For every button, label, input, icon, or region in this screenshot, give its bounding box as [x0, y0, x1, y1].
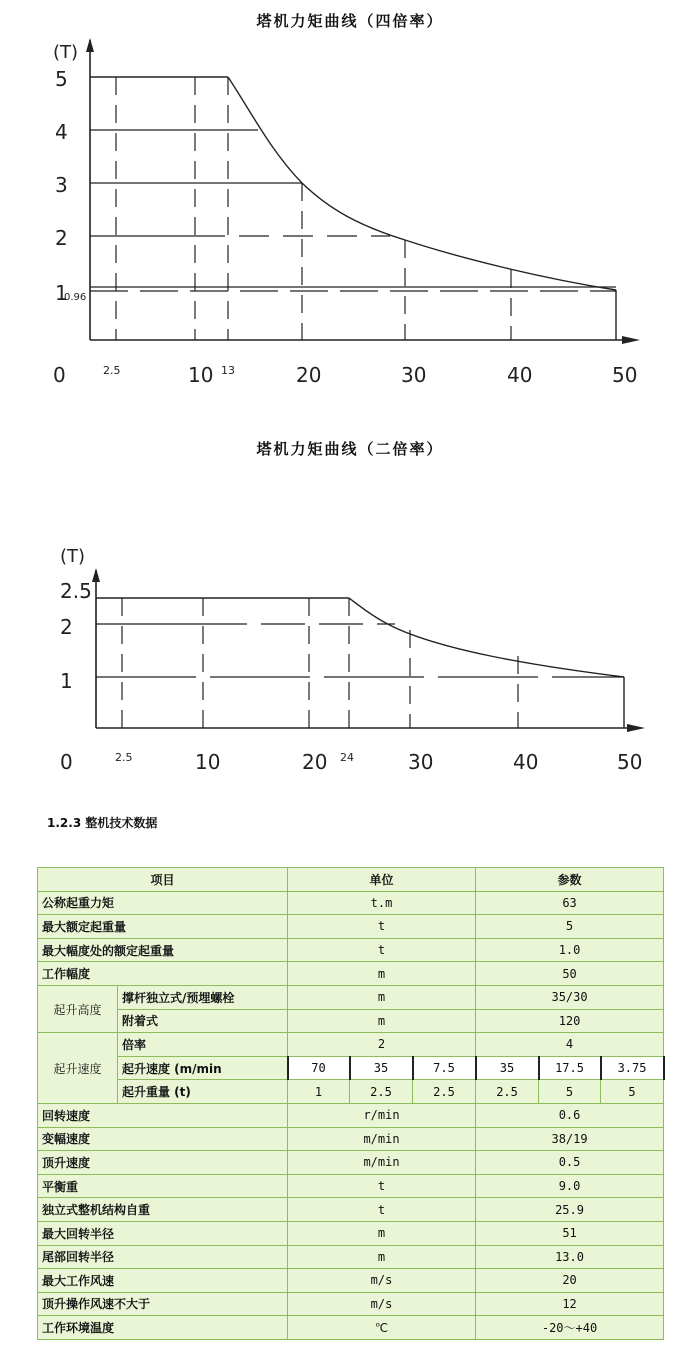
table-row: [38, 985, 664, 1009]
row-unit: m/min: [288, 1151, 476, 1175]
row-label: 公称起重力矩: [38, 891, 288, 915]
row-value: 0.6: [476, 1103, 664, 1127]
spec-table: [37, 867, 665, 1340]
row-sublabel: 撑杆独立式/预埋螺栓: [118, 985, 288, 1009]
chart1-ytick-extra: 0.96: [64, 292, 87, 303]
section-heading: 1.2.3 整机技术数据: [47, 816, 158, 830]
chart1-xtick: 50: [612, 363, 638, 387]
chart2-xtick: 30: [408, 750, 434, 774]
chart1-moment-curve-4x: [0, 30, 700, 430]
chart1-ytick: 5: [55, 67, 68, 91]
table-row: [38, 1009, 664, 1033]
chart1-ytick: 2: [55, 226, 68, 250]
row-label: 尾部回转半径: [38, 1245, 288, 1269]
row-unit: m: [288, 1245, 476, 1269]
table-row: [38, 1080, 664, 1104]
chart1-xtick: 30: [401, 363, 427, 387]
row-label: 变幅速度: [38, 1127, 288, 1151]
chart2-xtick: 50: [617, 750, 643, 774]
chart1-xtick: 40: [507, 363, 533, 387]
row-value: 25.9: [476, 1198, 664, 1222]
row-sublabel: 附着式: [118, 1009, 288, 1033]
table-row: [38, 915, 664, 939]
row-value: 13.0: [476, 1245, 664, 1269]
chart1-y-arrow: [86, 38, 94, 52]
table-row: [38, 1269, 664, 1293]
row-sublabel: 起升重量 (t): [118, 1080, 288, 1104]
group-label: 起升速度: [38, 1033, 118, 1104]
row-unit: m/s: [288, 1269, 476, 1293]
header-item: 项目: [38, 868, 288, 892]
chart2-moment-curve: [349, 598, 624, 677]
chart2-ytick: 2: [60, 615, 73, 639]
cell: 35: [476, 1056, 539, 1080]
row-unit: t.m: [288, 891, 476, 915]
chart2-moment-curve-2x: [0, 535, 700, 785]
row-unit: t: [288, 915, 476, 939]
cell: 1: [288, 1080, 350, 1104]
rate-2: 2: [288, 1033, 476, 1057]
cell: 3.75: [601, 1056, 664, 1080]
table-row: [38, 1316, 664, 1340]
chart2-title: 塔机力矩曲线（二倍率）: [256, 440, 444, 458]
chart1-x-arrow: [622, 336, 640, 344]
row-label: 回转速度: [38, 1103, 288, 1127]
chart2-xtick-minor: 24: [340, 751, 354, 764]
header-param: 参数: [476, 868, 664, 892]
cell: 2.5: [413, 1080, 476, 1104]
row-value: 120: [476, 1009, 664, 1033]
chart1-ytick: 1: [55, 281, 68, 305]
row-label: 顶升速度: [38, 1151, 288, 1175]
cell: 5: [539, 1080, 601, 1104]
table-row: [38, 1127, 664, 1151]
chart1-xtick: 0: [53, 363, 66, 387]
cell: 35: [350, 1056, 413, 1080]
row-value: 38/19: [476, 1127, 664, 1151]
table-row: [38, 1033, 664, 1057]
row-label: 工作幅度: [38, 962, 288, 986]
row-label: 独立式整机结构自重: [38, 1198, 288, 1222]
chart2-x-arrow: [627, 724, 645, 732]
chart1-ytick: 4: [55, 120, 68, 144]
cell: 70: [288, 1056, 350, 1080]
table-row: [38, 1056, 664, 1080]
chart2-ytick: 2.5: [60, 579, 92, 603]
row-value: 5: [476, 915, 664, 939]
row-sublabel: 倍率: [118, 1033, 288, 1057]
row-unit: ℃: [288, 1316, 476, 1340]
table-row: [38, 1103, 664, 1127]
row-unit: t: [288, 1198, 476, 1222]
chart2-y-unit: (T): [60, 546, 86, 567]
cell: 2.5: [350, 1080, 413, 1104]
chart1-title: 塔机力矩曲线（四倍率）: [256, 12, 444, 30]
row-label: 平衡重: [38, 1174, 288, 1198]
header-unit: 单位: [288, 868, 476, 892]
table-row: [38, 1292, 664, 1316]
row-value: 0.5: [476, 1151, 664, 1175]
row-unit: m/s: [288, 1292, 476, 1316]
row-unit: m: [288, 1221, 476, 1245]
chart2-xtick: 40: [513, 750, 539, 774]
chart2-ytick: 1: [60, 669, 73, 693]
row-value: 35/30: [476, 985, 664, 1009]
table-header-row: [38, 868, 664, 892]
chart2-y-arrow: [92, 568, 100, 582]
chart2-xtick-minor: 2.5: [115, 751, 133, 764]
chart2-xtick: 10: [195, 750, 221, 774]
cell: 17.5: [539, 1056, 601, 1080]
cell: 2.5: [476, 1080, 539, 1104]
cell: 5: [601, 1080, 664, 1104]
chart1-ytick: 3: [55, 173, 68, 197]
row-value: 12: [476, 1292, 664, 1316]
cell: 7.5: [413, 1056, 476, 1080]
row-value: -20～+40: [476, 1316, 664, 1340]
table-row: [38, 1151, 664, 1175]
chart2-xtick: 20: [302, 750, 328, 774]
table-row: [38, 962, 664, 986]
row-label: 工作环境温度: [38, 1316, 288, 1340]
table-row: [38, 1198, 664, 1222]
row-value: 20: [476, 1269, 664, 1293]
row-unit: t: [288, 1174, 476, 1198]
row-label: 最大额定起重量: [38, 915, 288, 939]
table-row: [38, 891, 664, 915]
row-value: 63: [476, 891, 664, 915]
row-value: 1.0: [476, 938, 664, 962]
row-unit: m: [288, 985, 476, 1009]
table-row: [38, 1221, 664, 1245]
chart1-xtick-minor: 2.5: [103, 364, 121, 377]
row-value: 9.0: [476, 1174, 664, 1198]
table-row: [38, 1245, 664, 1269]
row-unit: r/min: [288, 1103, 476, 1127]
chart1-y-unit: (T): [53, 42, 79, 63]
group-label: 起升高度: [38, 985, 118, 1032]
table-row: [38, 938, 664, 962]
row-unit: m: [288, 962, 476, 986]
chart1-xtick: 20: [296, 363, 322, 387]
row-label: 最大工作风速: [38, 1269, 288, 1293]
chart2-xtick: 0: [60, 750, 73, 774]
row-unit: t: [288, 938, 476, 962]
chart1-xtick: 10: [188, 363, 214, 387]
row-label: 最大幅度处的额定起重量: [38, 938, 288, 962]
row-sublabel: 起升速度 (m/min: [118, 1056, 288, 1080]
rate-4: 4: [476, 1033, 664, 1057]
row-value: 51: [476, 1221, 664, 1245]
row-label: 顶升操作风速不大于: [38, 1292, 288, 1316]
row-unit: m: [288, 1009, 476, 1033]
row-unit: m/min: [288, 1127, 476, 1151]
chart1-xtick-minor: 13: [221, 364, 235, 377]
row-value: 50: [476, 962, 664, 986]
row-label: 最大回转半径: [38, 1221, 288, 1245]
table-row: [38, 1174, 664, 1198]
